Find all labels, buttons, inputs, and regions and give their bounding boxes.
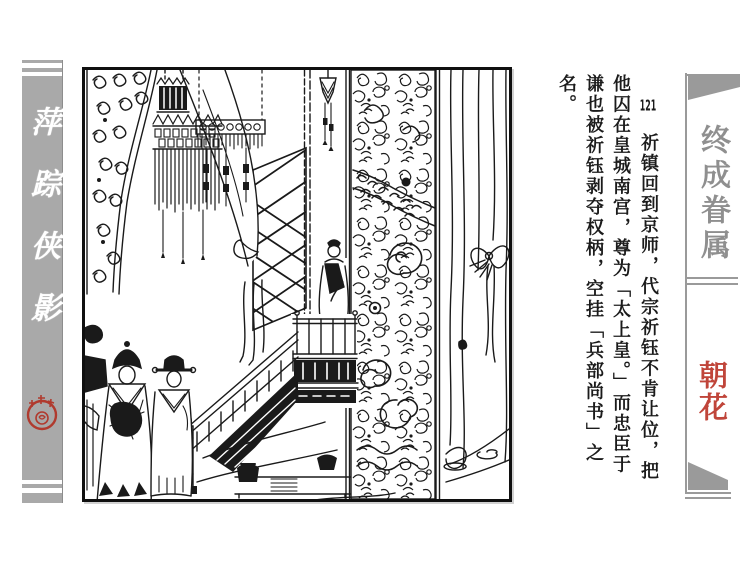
caption-column-1: [634, 74, 662, 508]
banner-rule: [685, 492, 731, 494]
top-ribbon-icon: [682, 60, 742, 134]
banner-stripe: [22, 72, 62, 76]
caption-column-4: [553, 74, 580, 508]
guard-back: [151, 356, 196, 496]
chapter-subtitle: 终成眷属: [695, 124, 730, 264]
banner-stripe: [22, 480, 62, 484]
palace-line-art: [85, 70, 509, 499]
banner-rule: [685, 497, 731, 499]
caption-line: 名。: [556, 74, 577, 115]
publisher-seal: 朝花: [695, 360, 729, 424]
caption-text: [528, 74, 662, 508]
artist-seal-icon: [25, 391, 59, 437]
caption-line: 他囚在皇城南宫，尊为「太上皇。」而忠臣于: [610, 74, 631, 475]
standing-figure: [318, 240, 349, 322]
dragon-column: [346, 70, 440, 499]
landing-balustrade: [291, 311, 358, 408]
caption-column-3: [580, 74, 607, 508]
caption-line: 谦也被祈钰剥夺权柄，空挂「兵部尚书」之: [583, 74, 604, 464]
pendant-ornament: [320, 70, 336, 151]
series-title-banner: [22, 60, 63, 503]
main-curtain: [180, 70, 264, 365]
curtain-bow: [470, 246, 509, 362]
caption-column-2: [607, 74, 634, 508]
banner-rule: [686, 283, 738, 285]
page-number: 121: [639, 98, 657, 113]
right-curtain: [444, 70, 509, 482]
comic-panel-illustration: [82, 67, 512, 502]
banner-stripe: [22, 63, 62, 68]
caption-line: 祈镇回到京师，代宗祈钰不肯让位，把: [638, 133, 659, 482]
banner-rule: [686, 277, 738, 279]
banner-stripe: [22, 488, 62, 493]
scroll-pillar: [87, 70, 157, 294]
chapter-banner: [682, 60, 742, 505]
series-title: 萍踪侠影: [25, 106, 60, 354]
